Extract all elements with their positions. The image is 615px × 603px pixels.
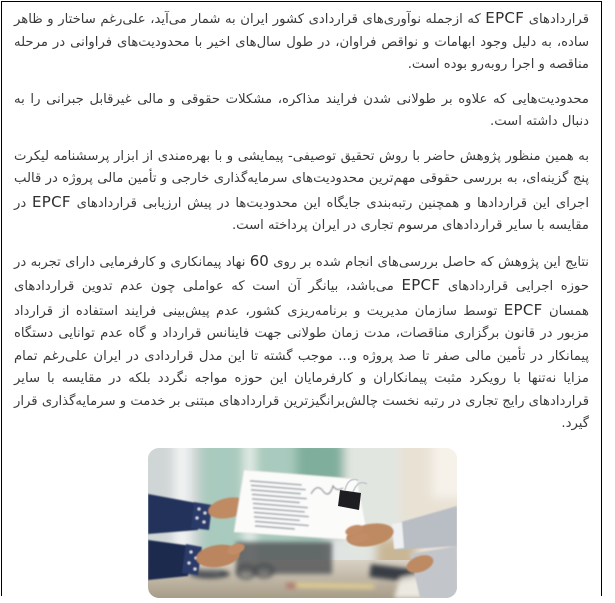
paragraph-4: نتایج این پژوهش که حاصل بررسی‌های انجام شده بر روی 60 نهاد پیمانکاری و کارفرمایی دارای تجربه در حوزه اجرایی قراردادهای EPCF می‌باشد، بیانگر آن است که عواملی چون عدم تدوین قراردادهای همسان EPCF توسط سازمان مدیریت و برنامه‌ریزی کشور، عدم پیش‌بینی فرایند استفاده از قرارداد مزبور در قانون برگزاری مناقصات، مدت زمان طولانی جهت فاینانس قرارداد و گاه عدم توانایی دستگاه پیمانکار در تأمین مالی صفر تا صد پروژه و... موجب گشته تا این مدل قراردادی در ایران علی‌رغم تمام مزایا نه‌تنها با رویکرد مثبت پیمانکاران و کارفرمایان این حوزه مواجه نگردد بلکه در مقایسه با سایر قراردادهای رایج تجاری در رتبه نخست چالش‌برانگیزترین قراردادهای مبتنی بر خدمت و سرمایه‌گذاری قرار گیرد. <box>14 251 589 431</box>
paragraph-1: قراردادهای EPCF که ازجمله نوآوری‌های قراردادی کشور ایران به شمار می‌آید، علی‌رغم ساختار و ظاهر ساده، به دلیل وجود ابهامات و نواقص فراوان، در طول سال‌های اخیر با محدودیت‌های فراوانی در مرحله مناقصه و اجرا روبه‌رو بوده است. <box>14 9 590 72</box>
paragraph-3: به همین منظور پژوهش حاضر با روش تحقیق توصیفی- پیمایشی و با بهره‌مندی از ابزار پرسشنامه لیکرت پنج گزینه‌ای، به بررسی حقوقی مهم‌ترین محدودیت‌های سرمایه‌گذاری خارجی و تأمین مالی پروژه در قالب اجرای این قراردادها و همچنین رتبه‌بندی جایگاه این محدودیت‌ها در پیش ارزیابی قراردادهای EPCF در مقایسه با سایر قراردادهای مرسوم تجاری در ایران پرداخته است. <box>14 148 590 233</box>
contract-handover-photo <box>148 448 457 598</box>
abstract-text <box>14 7 589 448</box>
paragraph-2: محدودیت‌هایی که علاوه بر طولانی شدن فرایند مذاکره، مشکلات حقوقی و مالی غیرقابل جبرانی را به دنبال داشته است. <box>14 91 589 129</box>
